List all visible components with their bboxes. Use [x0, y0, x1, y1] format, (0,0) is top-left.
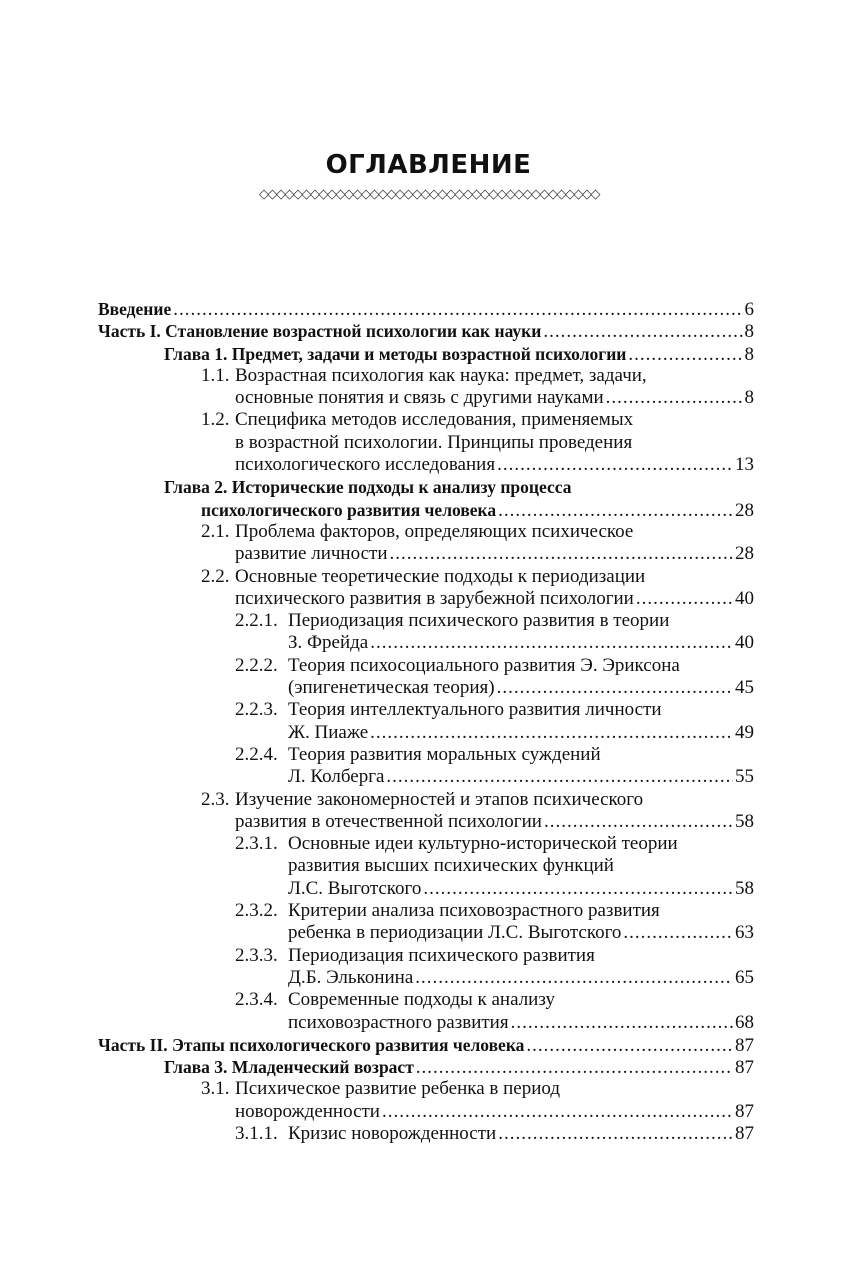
toc-entry-section-1-2-cont[interactable] — [98, 432, 754, 454]
toc-entry-title: Возрастная психология как наука: предмет, задачи, — [235, 364, 647, 386]
toc-entry-section-2-2-2[interactable] — [98, 655, 754, 677]
toc-entry-title: развития высших психических функций — [288, 855, 614, 877]
toc-entry-title: Часть I. Становление возрастной психологии как науки — [98, 321, 542, 342]
toc-entry-section-2-2-2-cont[interactable] — [98, 677, 754, 699]
page-number: 6 — [744, 299, 754, 320]
dot-leader — [497, 677, 733, 699]
diamond-ornament-divider: ◇◇◇◇◇◇◇◇◇◇◇◇◇◇◇◇◇◇◇◇◇◇◇◇◇◇◇◇◇◇◇◇◇◇◇◇◇◇◇◇ — [259, 188, 599, 202]
page-number: 65 — [735, 966, 754, 988]
dot-leader — [628, 344, 742, 366]
page-number: 58 — [735, 810, 754, 832]
section-number: 2.1. — [201, 520, 230, 542]
toc-entry-title: Проблема факторов, определяющих психическое — [235, 520, 634, 542]
toc-entry-title: психологического развития человека — [201, 499, 497, 520]
page-number: 8 — [744, 321, 754, 343]
toc-entry-section-2-2[interactable] — [98, 566, 754, 588]
toc-entry-section-2-3-3[interactable] — [98, 945, 754, 967]
toc-entry-section-2-3-2[interactable] — [98, 900, 754, 922]
toc-entry-title: Периодизация психического развития — [288, 944, 595, 966]
section-number: 2.2.1. — [235, 610, 278, 632]
toc-entry-title: Л. Колберга — [288, 766, 385, 788]
page-number: 40 — [735, 632, 754, 654]
section-number: 2.2. — [201, 565, 230, 587]
dot-leader — [382, 1101, 733, 1123]
toc-entry-section-2-2-1-cont[interactable] — [98, 632, 754, 654]
toc-entry-chapter-2-cont[interactable] — [98, 499, 754, 521]
toc-entry-section-2-3[interactable] — [98, 789, 754, 811]
page-number: 8 — [744, 343, 754, 365]
toc-entry-part-2[interactable] — [98, 1034, 754, 1056]
toc-entry-section-2-3-cont[interactable] — [98, 811, 754, 833]
toc-entry-title: Глава 2. Исторические подходы к анализу процесса — [164, 477, 572, 498]
section-number: 2.3.1. — [235, 833, 278, 855]
toc-entry-section-2-3-3-cont[interactable] — [98, 967, 754, 989]
toc-entry-chapter-1[interactable] — [98, 343, 754, 365]
dot-leader — [606, 387, 743, 409]
dot-leader — [543, 321, 742, 343]
toc-entry-intro[interactable] — [98, 298, 754, 320]
section-number: 2.3.2. — [235, 900, 278, 922]
toc-entry-section-2-2-3[interactable] — [98, 699, 754, 721]
page-number: 13 — [735, 454, 754, 476]
page-title: ОГЛАВЛЕНИЕ — [325, 150, 532, 180]
dot-leader — [511, 1012, 733, 1034]
toc-entry-title: Ж. Пиаже — [288, 721, 369, 743]
page-number: 55 — [735, 766, 754, 788]
toc-entry-title: Изучение закономерностей и этапов психического — [235, 788, 644, 810]
page-number: 28 — [735, 543, 754, 565]
toc-entry-section-1-1[interactable] — [98, 365, 754, 387]
toc-entry-section-2-3-1-cont[interactable] — [98, 855, 754, 877]
dot-leader — [423, 878, 733, 900]
toc-entry-title: Основные теоретические подходы к периодизации — [235, 565, 646, 587]
toc-entry-title: развития в отечественной психологии — [235, 810, 542, 832]
toc-entry-section-2-2-4-cont[interactable] — [98, 766, 754, 788]
dot-leader — [370, 632, 733, 654]
toc-entry-title: Психическое развитие ребенка в период — [235, 1078, 560, 1100]
page-number: 45 — [735, 677, 754, 699]
toc-entry-chapter-3[interactable] — [98, 1056, 754, 1078]
section-number: 2.3.3. — [235, 944, 278, 966]
toc-entry-section-1-1-cont[interactable] — [98, 387, 754, 409]
dot-leader — [416, 1057, 733, 1079]
dot-leader — [623, 922, 733, 944]
toc-entry-title: Теория развития моральных суждений — [288, 743, 601, 765]
toc-entry-title: Глава 1. Предмет, задачи и методы возрастной психологии — [164, 343, 627, 364]
page-number: 63 — [735, 922, 754, 944]
dot-leader — [389, 543, 733, 565]
toc-entry-title: Кризис новорожденности — [288, 1122, 497, 1144]
dot-leader — [498, 1123, 733, 1145]
page-number: 87 — [735, 1034, 754, 1056]
page-number: 40 — [735, 587, 754, 609]
toc-entry-section-1-2[interactable] — [98, 409, 754, 431]
toc-entry-title: (эпигенетическая теория) — [288, 677, 495, 699]
toc-entry-section-2-2-1[interactable] — [98, 610, 754, 632]
section-number: 1.1. — [201, 364, 230, 386]
toc-entry-title: Д.Б. Эльконина — [288, 966, 414, 988]
toc-entry-chapter-2[interactable] — [98, 476, 754, 498]
toc-entry-section-2-3-4[interactable] — [98, 989, 754, 1011]
toc-entry-section-2-2-3-cont[interactable] — [98, 722, 754, 744]
dot-leader — [544, 811, 733, 833]
dot-leader — [415, 967, 733, 989]
toc-entry-section-2-3-1[interactable] — [98, 833, 754, 855]
toc-entry-title: Основные идеи культурно-исторической теории — [288, 833, 678, 855]
toc-entry-title: Глава 3. Младенческий возраст — [164, 1057, 414, 1078]
toc-entry-title: психовозрастного развития — [288, 1011, 509, 1033]
toc-entry-title: З. Фрейда — [288, 632, 369, 654]
section-number: 1.2. — [201, 409, 230, 431]
section-number: 2.2.3. — [235, 699, 278, 721]
toc-entry-section-2-2-cont[interactable] — [98, 588, 754, 610]
toc-entry-title: новорожденности — [235, 1100, 380, 1122]
section-number: 3.1.1. — [235, 1122, 278, 1144]
section-number: 2.3.4. — [235, 989, 278, 1011]
dot-leader — [386, 766, 733, 788]
toc-entry-title: Введение — [98, 299, 172, 319]
toc-entry-title: Теория интеллектуального развития личности — [288, 699, 662, 721]
dot-leader — [636, 588, 733, 610]
toc-entry-section-3-1[interactable] — [98, 1078, 754, 1100]
page-number: 49 — [735, 721, 754, 743]
section-number: 2.2.2. — [235, 654, 278, 676]
page-number: 68 — [735, 1011, 754, 1033]
toc-entry-section-3-1-1[interactable] — [98, 1123, 754, 1145]
dot-leader — [526, 1035, 733, 1057]
toc-entry-title: Л.С. Выготского — [288, 877, 422, 899]
page-number: 28 — [735, 499, 754, 521]
toc-entry-section-2-2-4[interactable] — [98, 744, 754, 766]
dot-leader — [370, 722, 733, 744]
page-number: 87 — [735, 1100, 754, 1122]
page-number: 8 — [744, 387, 754, 409]
section-number: 2.2.4. — [235, 743, 278, 765]
dot-leader — [173, 299, 742, 321]
section-number: 2.3. — [201, 788, 230, 810]
dot-leader — [498, 500, 733, 522]
toc-entry-section-1-2-cont[interactable] — [98, 454, 754, 476]
table-of-contents — [98, 298, 754, 1145]
dot-leader — [497, 454, 733, 476]
toc-entry-title: в возрастной психологии. Принципы проведения — [235, 431, 633, 453]
page-number: 87 — [735, 1122, 754, 1144]
toc-entry-title: психического развития в зарубежной психологии — [235, 587, 634, 609]
toc-entry-title: ребенка в периодизации Л.С. Выготского — [288, 922, 622, 944]
toc-entry-title: развитие личности — [235, 543, 388, 565]
page-number: 58 — [735, 877, 754, 899]
page-number: 87 — [735, 1057, 754, 1079]
toc-entry-section-3-1-cont[interactable] — [98, 1101, 754, 1123]
toc-entry-title: психологического исследования — [235, 454, 496, 476]
toc-entry-title: основные понятия и связь с другими науками — [235, 387, 604, 409]
toc-entry-title: Теория психосоциального развития Э. Эриксона — [288, 654, 680, 676]
toc-entry-title: Специфика методов исследования, применяемых — [235, 409, 634, 431]
section-number: 3.1. — [201, 1078, 230, 1100]
toc-entry-title: Критерии анализа психовозрастного развития — [288, 900, 660, 922]
toc-entry-section-2-3-1-cont[interactable] — [98, 878, 754, 900]
toc-entry-section-2-3-4-cont[interactable] — [98, 1012, 754, 1034]
toc-entry-part-1[interactable] — [98, 320, 754, 342]
toc-entry-title: Часть II. Этапы психологического развития человека — [98, 1034, 525, 1055]
toc-entry-section-2-1-cont[interactable] — [98, 543, 754, 565]
toc-entry-section-2-3-2-cont[interactable] — [98, 922, 754, 944]
toc-entry-title: Периодизация психического развития в теории — [288, 610, 670, 632]
toc-entry-section-2-1[interactable] — [98, 521, 754, 543]
toc-entry-title: Современные подходы к анализу — [288, 989, 555, 1011]
